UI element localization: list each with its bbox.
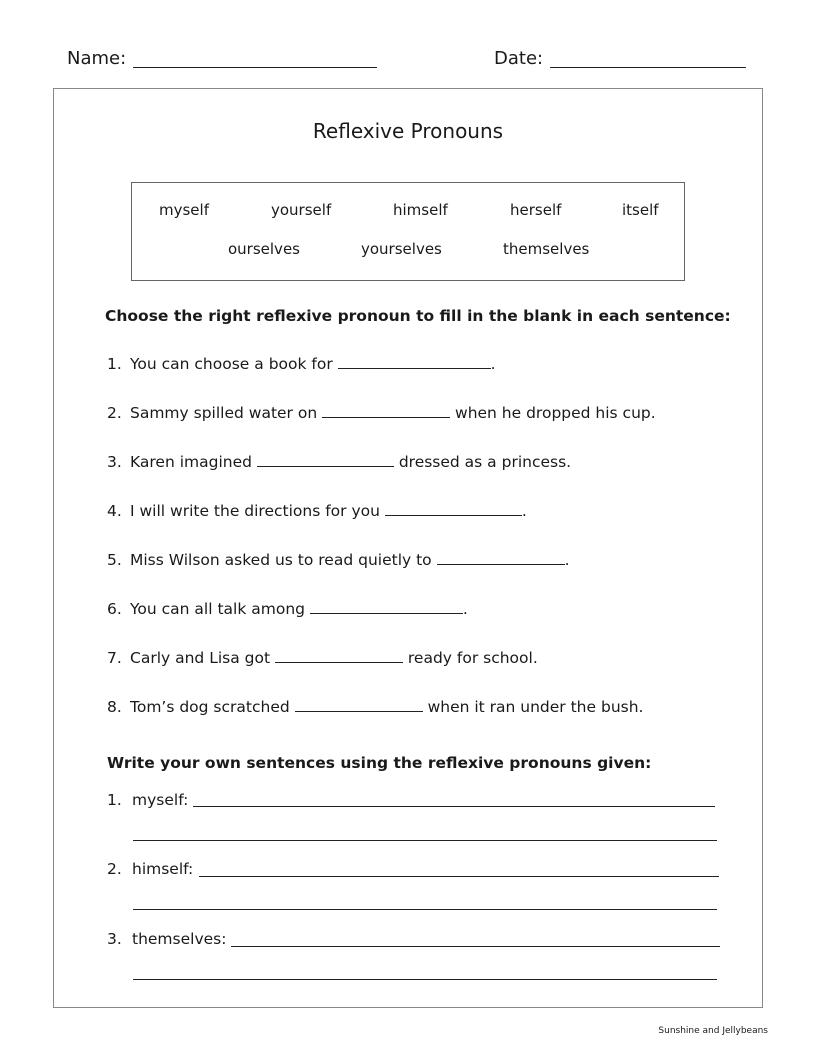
prompt-number: 3. <box>107 930 122 948</box>
question-text: You can all talk among <box>130 600 310 618</box>
writing-line[interactable] <box>133 895 717 910</box>
answer-blank[interactable] <box>437 550 565 565</box>
name-field[interactable] <box>133 52 377 68</box>
answer-blank[interactable] <box>310 599 463 614</box>
bank-word: themselves <box>503 240 590 258</box>
question-text: Karen imagined <box>130 453 257 471</box>
question-6 <box>107 599 468 618</box>
question-4 <box>107 501 527 520</box>
writing-line[interactable] <box>193 792 715 807</box>
question-7 <box>107 648 538 667</box>
writing-prompt-2 <box>107 860 193 878</box>
writing-line[interactable] <box>133 826 717 841</box>
question-number: 3. <box>107 453 122 471</box>
prompt-word: himself: <box>132 860 194 878</box>
writing-line[interactable] <box>133 965 717 980</box>
question-number: 7. <box>107 649 122 667</box>
question-text-end: . <box>462 600 468 618</box>
bank-word: yourself <box>271 201 332 219</box>
prompt-number: 2. <box>107 860 122 878</box>
question-text: I will write the directions for you <box>130 502 385 520</box>
question-text-end: . <box>521 502 527 520</box>
question-text-end: when it ran under the bush. <box>422 698 644 716</box>
question-number: 4. <box>107 502 122 520</box>
answer-blank[interactable] <box>322 403 450 418</box>
bank-word: yourselves <box>361 240 442 258</box>
bank-word: itself <box>622 201 659 219</box>
date-field[interactable] <box>550 52 746 68</box>
footer-credit: Sunshine and Jellybeans <box>658 1026 768 1036</box>
bank-word: myself <box>159 201 209 219</box>
question-number: 1. <box>107 355 122 373</box>
answer-blank[interactable] <box>257 452 394 467</box>
question-3 <box>107 452 571 471</box>
question-text-end: ready for school. <box>402 649 538 667</box>
question-text-end: . <box>564 551 570 569</box>
question-5 <box>107 550 570 569</box>
question-text: Carly and Lisa got <box>130 649 275 667</box>
word-bank <box>131 182 685 281</box>
question-number: 2. <box>107 404 122 422</box>
date-label: Date: <box>494 48 544 69</box>
question-text: Sammy spilled water on <box>130 404 323 422</box>
question-text: You can choose a book for <box>130 355 338 373</box>
question-text: Tom’s dog scratched <box>130 698 295 716</box>
answer-blank[interactable] <box>275 648 403 663</box>
question-text: Miss Wilson asked us to read quietly to <box>130 551 437 569</box>
answer-blank[interactable] <box>385 501 522 516</box>
question-number: 6. <box>107 600 122 618</box>
bank-word: himself <box>393 201 448 219</box>
question-1 <box>107 354 496 373</box>
question-2 <box>107 403 656 422</box>
section1-instructions: Choose the right reflexive pronoun to fill in the blank in each sentence: <box>105 307 731 325</box>
name-label: Name: <box>67 48 127 69</box>
question-number: 5. <box>107 551 122 569</box>
worksheet-title: Reflexive Pronouns <box>312 119 504 143</box>
writing-prompt-3 <box>107 930 226 948</box>
bank-word: ourselves <box>228 240 300 258</box>
section2-instructions: Write your own sentences using the reflexive pronouns given: <box>107 754 652 772</box>
writing-line[interactable] <box>231 932 720 947</box>
question-text-end: . <box>490 355 496 373</box>
question-number: 8. <box>107 698 122 716</box>
answer-blank[interactable] <box>338 354 491 369</box>
prompt-number: 1. <box>107 791 122 809</box>
prompt-word: themselves: <box>132 930 227 948</box>
answer-blank[interactable] <box>295 697 423 712</box>
prompt-word: myself: <box>132 791 189 809</box>
question-text-end: dressed as a princess. <box>393 453 572 471</box>
question-text-end: when he dropped his cup. <box>450 404 656 422</box>
bank-word: herself <box>510 201 562 219</box>
question-8 <box>107 697 643 716</box>
writing-line[interactable] <box>199 862 719 877</box>
writing-prompt-1 <box>107 791 188 809</box>
